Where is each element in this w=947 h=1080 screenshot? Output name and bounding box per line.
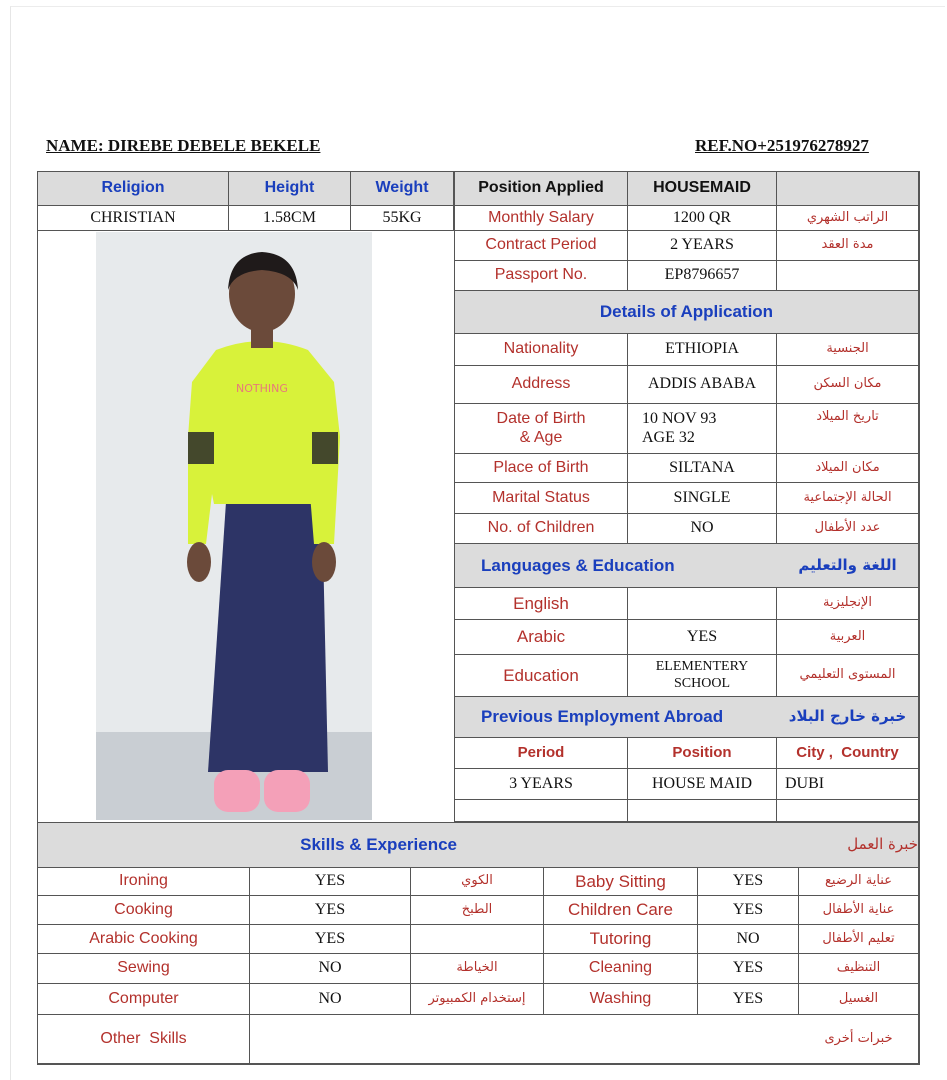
employment-section-title: Previous Employment Abroad	[454, 697, 777, 738]
skill-childrencare-value: YES	[698, 896, 799, 925]
shirt-print: NOTHING	[236, 382, 288, 395]
education-label: Education	[454, 655, 628, 697]
languages-section-title: Languages & Education	[454, 544, 777, 588]
skill-computer-arabic: إستخدام الكمبيوتر	[411, 984, 544, 1015]
applicant-name: NAME: DIREBE DEBELE BEKELE	[46, 136, 321, 155]
employment-period-value: 3 YEARS	[454, 769, 628, 800]
skill-cooking-value: YES	[250, 896, 411, 925]
contract-label: Contract Period	[454, 231, 628, 261]
skill-cleaning-arabic: التنظيف	[799, 954, 919, 984]
contract-arabic: مدة العقد	[777, 231, 919, 261]
applicant-photo	[96, 232, 372, 820]
details-section-title: Details of Application	[454, 291, 919, 334]
passport-arabic	[777, 261, 919, 291]
skill-cooking-label: Cooking	[38, 896, 250, 925]
skill-washing-value: YES	[698, 984, 799, 1015]
passport-value: EP8796657	[628, 261, 777, 291]
skill-arabiccooking-label: Arabic Cooking	[38, 925, 250, 954]
children-value: NO	[628, 514, 777, 544]
skill-arabiccooking-arabic	[411, 925, 544, 954]
arabic-value: YES	[628, 620, 777, 655]
other-skills-arabic: خبرات أخرى	[799, 1015, 919, 1064]
skill-tutoring-arabic: تعليم الأطفال	[799, 925, 919, 954]
dob-label: Date of Birth & Age	[454, 404, 628, 454]
marital-arabic: الحالة الإجتماعية	[777, 483, 919, 514]
employment-city-header: City , Country	[777, 738, 919, 769]
employment-position-value: HOUSE MAID	[628, 769, 777, 800]
employment-period-blank	[454, 800, 628, 822]
dob-value: 10 NOV 93 AGE 32	[628, 404, 777, 454]
height-label: Height	[229, 172, 351, 206]
languages-section-arabic: اللغة والتعليم	[777, 544, 919, 588]
skill-cleaning-value: YES	[698, 954, 799, 984]
skill-ironing-value: YES	[250, 868, 411, 896]
education-value: ELEMENTERY SCHOOL	[628, 655, 777, 697]
birthplace-label: Place of Birth	[454, 454, 628, 483]
children-arabic: عدد الأطفال	[777, 514, 919, 544]
children-label: No. of Children	[454, 514, 628, 544]
marital-value: SINGLE	[628, 483, 777, 514]
contract-value: 2 YEARS	[628, 231, 777, 261]
employment-period-header: Period	[454, 738, 628, 769]
employment-city-blank	[777, 800, 919, 822]
skill-babysitting-label: Baby Sitting	[544, 868, 698, 896]
weight-label: Weight	[351, 172, 454, 206]
nationality-value: ETHIOPIA	[628, 334, 777, 366]
other-skills-value	[250, 1015, 799, 1064]
nationality-arabic: الجنسية	[777, 334, 919, 366]
weight-value: 55KG	[351, 206, 454, 231]
address-arabic: مكان السكن	[777, 366, 919, 404]
employment-position-header: Position	[628, 738, 777, 769]
skill-ironing-arabic: الكوي	[411, 868, 544, 896]
skill-cooking-arabic: الطبخ	[411, 896, 544, 925]
marital-label: Marital Status	[454, 483, 628, 514]
position-applied-label: Position Applied	[454, 172, 628, 206]
skill-babysitting-value: YES	[698, 868, 799, 896]
birthplace-value: SILTANA	[628, 454, 777, 483]
address-label: Address	[454, 366, 628, 404]
nationality-label: Nationality	[454, 334, 628, 366]
arabic-arabic: العربية	[777, 620, 919, 655]
english-value	[628, 588, 777, 620]
position-applied-value: HOUSEMAID	[628, 172, 777, 206]
english-label: English	[454, 588, 628, 620]
birthplace-arabic: مكان الميلاد	[777, 454, 919, 483]
skill-sewing-value: NO	[250, 954, 411, 984]
skill-washing-arabic: الغسيل	[799, 984, 919, 1015]
religion-label: Religion	[38, 172, 229, 206]
skill-childrencare-arabic: عناية الأطفال	[799, 896, 919, 925]
employment-position-blank	[628, 800, 777, 822]
skill-sewing-arabic: الخياطة	[411, 954, 544, 984]
skill-childrencare-label: Children Care	[544, 896, 698, 925]
salary-value: 1200 QR	[628, 206, 777, 231]
skills-section-arabic: خبرة العمل	[475, 823, 919, 868]
skill-washing-label: Washing	[544, 984, 698, 1015]
skill-tutoring-value: NO	[698, 925, 799, 954]
skill-cleaning-label: Cleaning	[544, 954, 698, 984]
dob-arabic: تاريخ الميلاد	[777, 404, 919, 454]
skill-babysitting-arabic: عناية الرضيع	[799, 868, 919, 896]
reference-number: REF.NO+251976278927	[695, 136, 869, 155]
skill-computer-label: Computer	[38, 984, 250, 1015]
skill-tutoring-label: Tutoring	[544, 925, 698, 954]
skills-section-title: Skills & Experience	[38, 823, 475, 868]
skill-sewing-label: Sewing	[38, 954, 250, 984]
other-skills-label: Other Skills	[38, 1015, 250, 1064]
skill-arabiccooking-value: YES	[250, 925, 411, 954]
passport-label: Passport No.	[454, 261, 628, 291]
skill-ironing-label: Ironing	[38, 868, 250, 896]
position-applied-blank	[777, 172, 919, 206]
english-arabic: الإنجليزية	[777, 588, 919, 620]
skill-computer-value: NO	[250, 984, 411, 1015]
employment-section-arabic: خبرة خارج البلاد	[777, 697, 919, 738]
height-value: 1.58CM	[229, 206, 351, 231]
education-arabic: المستوى التعليمي	[777, 655, 919, 697]
employment-city-value: DUBI	[777, 769, 919, 800]
religion-value: CHRISTIAN	[38, 206, 229, 231]
salary-label: Monthly Salary	[454, 206, 628, 231]
address-value: ADDIS ABABA	[628, 366, 777, 404]
arabic-label: Arabic	[454, 620, 628, 655]
salary-arabic: الراتب الشهري	[777, 206, 919, 231]
